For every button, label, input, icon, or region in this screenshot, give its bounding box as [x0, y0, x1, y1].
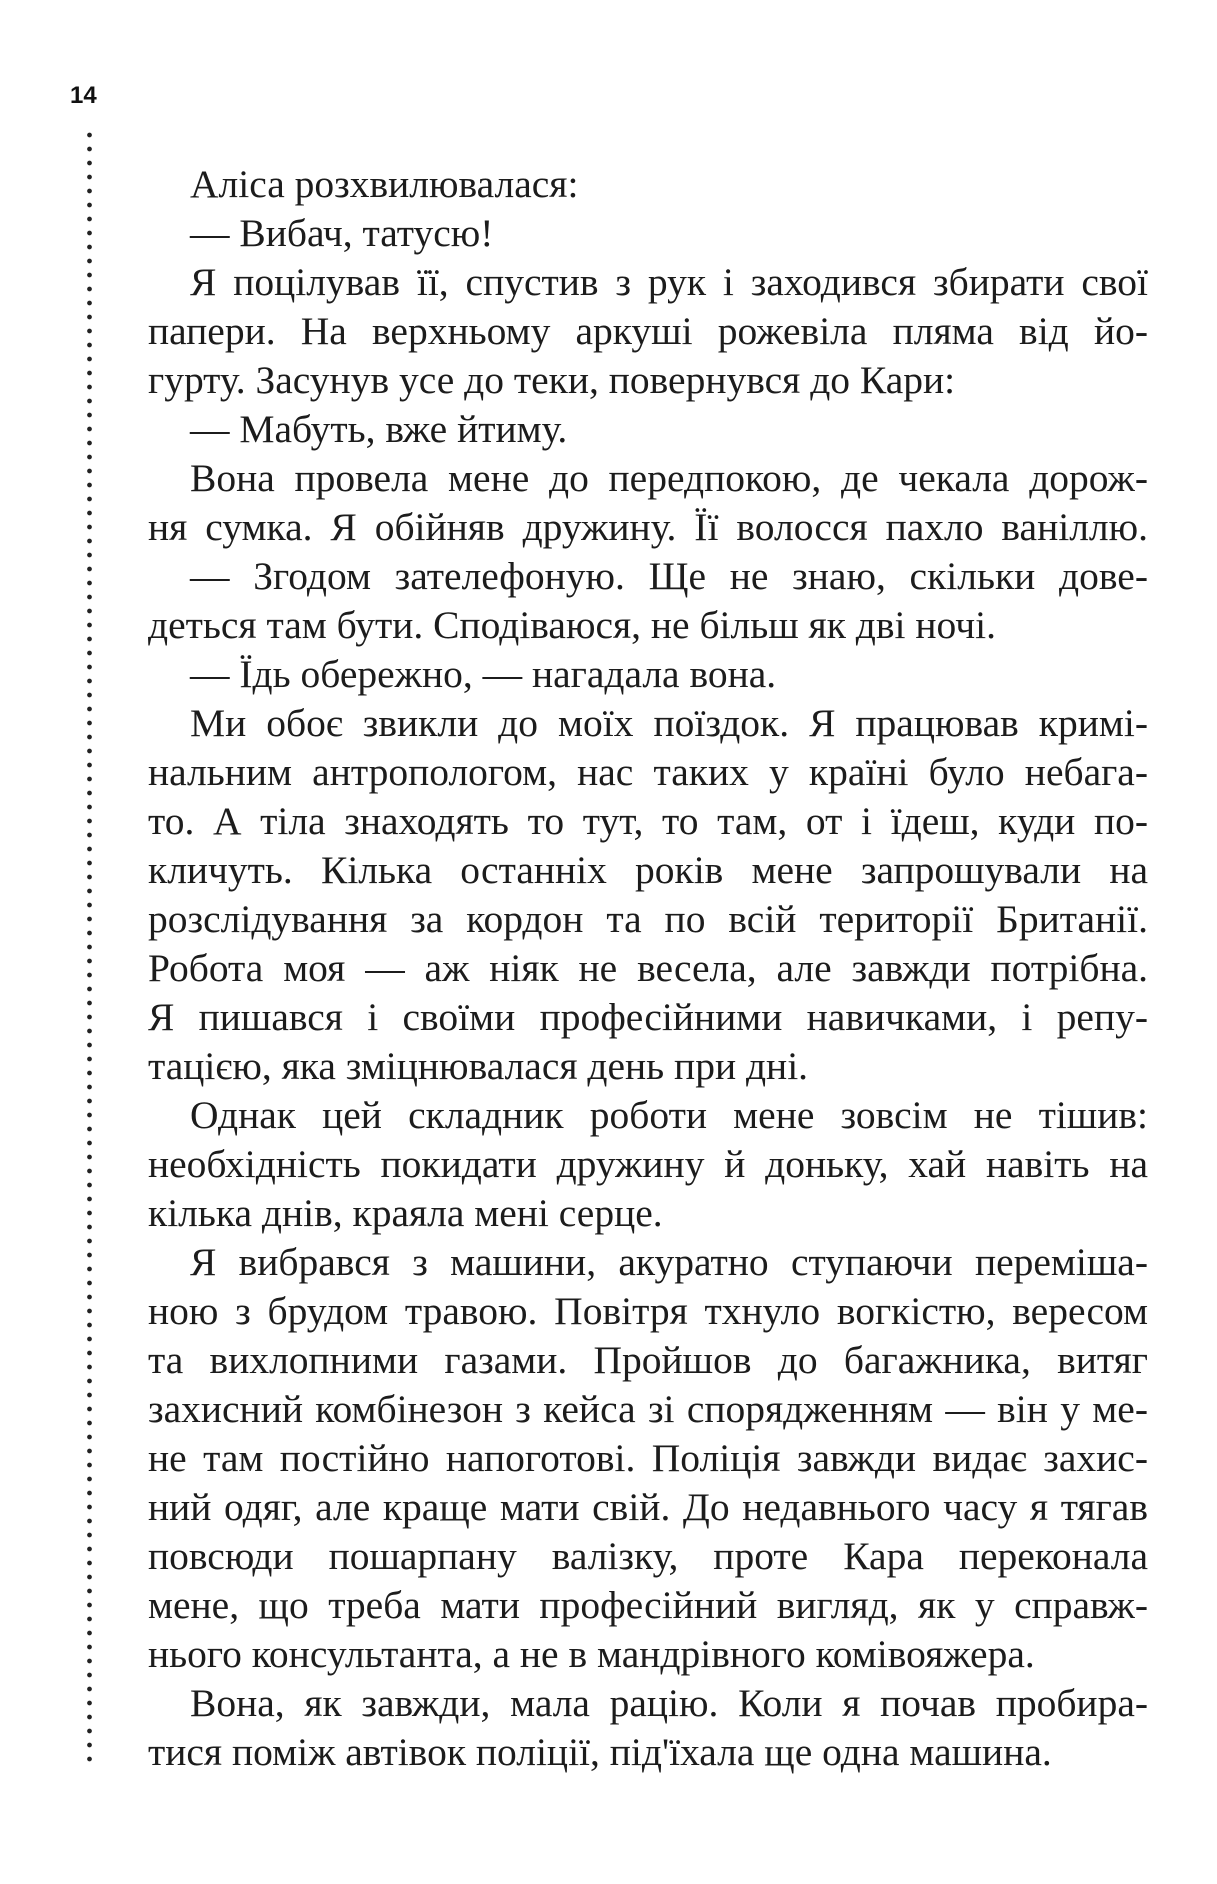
text-line: не там постійно напоготові. Поліція завжди видає захис- [148, 1436, 1148, 1480]
text-line: Я пишався і своїми професійними навичками, і репу- [148, 995, 1148, 1039]
text-line: Ми обоє звикли до моїх поїздок. Я працював кримі- [190, 701, 1148, 745]
text-line: Я вибрався з машини, акуратно ступаючи перемішa- [190, 1240, 1148, 1284]
text-line: кличуть. Кілька останніх років мене запрошували на [148, 848, 1148, 892]
text-line: мене, що треба мати професійний вигляд, як у справж- [148, 1583, 1148, 1627]
text-line: ний одяг, але краще мати свій. До недавнього часу я тягав [148, 1485, 1148, 1529]
text-line: кілька днів, краяла мені серце. [148, 1191, 663, 1235]
body-text [148, 160, 1148, 1777]
text-line: захисний комбінезон з кейса зі спорядженням — він у ме- [148, 1387, 1148, 1431]
dotted-margin-rule [87, 128, 92, 1768]
text-line: деться там бути. Сподіваюся, не більш як дві ночі. [148, 603, 996, 647]
text-line: тися поміж автівок поліції, під'їхала ще одна машина. [148, 1730, 1052, 1774]
text-line: ня сумка. Я обійняв дружину. Її волосся пахло ваніллю. [148, 505, 1148, 549]
text-line: папери. На верхньому аркуші рожевіла пляма від йо- [148, 309, 1148, 353]
text-line: нього консультанта, а не в мандрівного комівояжера. [148, 1632, 1035, 1676]
text-line: гурту. Засунув усе до теки, повернувся до Кари: [148, 358, 956, 402]
text-line: — Вибач, татусю! [190, 211, 494, 255]
text-line: необхідність покидати дружину й доньку, хай навіть на [148, 1142, 1148, 1186]
text-line: Однак цей складник роботи мене зовсім не тішив: [190, 1093, 1148, 1137]
text-line: Вона провела мене до передпокою, де чекала дорож- [190, 456, 1148, 500]
text-line: Робота моя — аж ніяк не весела, але завжди потрібна. [148, 946, 1148, 990]
text-line: — Мабуть, вже йтиму. [190, 407, 568, 451]
text-line: розслідування за кордон та по всій території Британії. [148, 897, 1148, 941]
text-line: — Згодом зателефоную. Ще не знаю, скільки дове- [190, 554, 1148, 598]
text-line: Аліса розхвилювалася: [190, 162, 579, 206]
text-line: Я поцілував її, спустив з рук і заходився збирати свої [190, 260, 1148, 304]
text-line: — Їдь обережно, — нагадала вона. [190, 652, 777, 696]
text-line: нальним антропологом, нас таких у країні було небага- [148, 750, 1148, 794]
text-line: повсюди пошарпану валізку, проте Кара переконала [148, 1534, 1148, 1578]
text-line: ною з брудом травою. Повітря тхнуло вогкістю, вересом [148, 1289, 1148, 1333]
text-line: Вона, як завжди, мала рацію. Коли я почав пробира- [190, 1681, 1148, 1725]
text-line: тацією, яка зміцнювалася день при дні. [148, 1044, 809, 1088]
text-line: та вихлопними газами. Пройшов до багажника, витяг [148, 1338, 1148, 1382]
text-line: то. А тіла знаходять то тут, то там, от і їдеш, куди по- [148, 799, 1148, 843]
page-number: 14 [70, 82, 97, 109]
